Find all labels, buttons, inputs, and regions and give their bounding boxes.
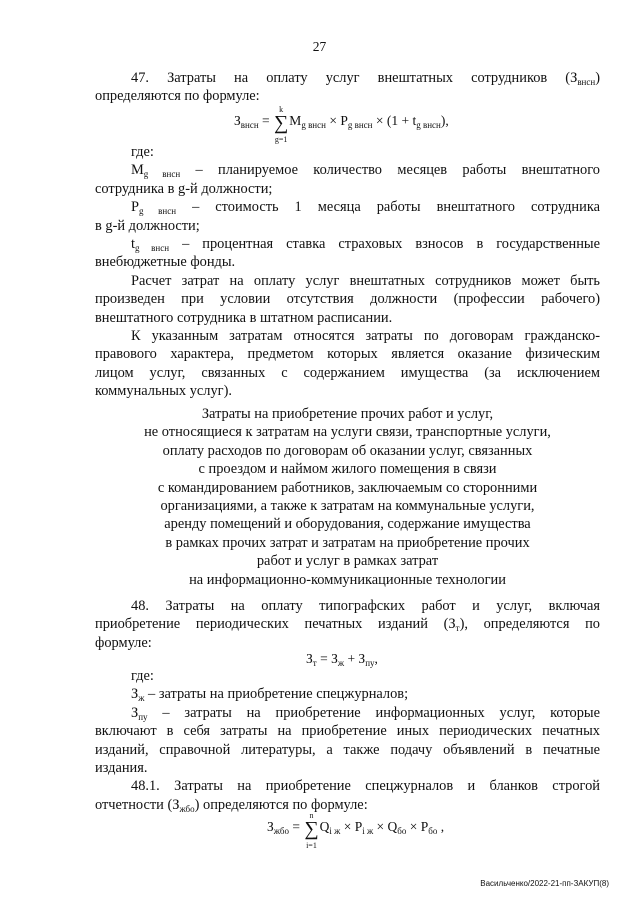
heading-line: организациями, а также к затратам на коммунальные услуги,: [160, 498, 535, 515]
p481-line2: отчетности $(З_{жбо})$ определяются по формуле:: [95, 796, 368, 814]
def-t-line1: $t_{g внсн}$ – процентная ставка страховых взносов в государственные: [131, 236, 600, 254]
sum-symbol: k ∑ g=1: [274, 105, 289, 144]
formula-vnsn: $З_{внсн}$ = k ∑ g=1 $M_{g внсн} \times P_{g внсн} \times (1 + t_{g внсн})$,: [234, 105, 449, 144]
def-t-line2: внебюджетные фонды.: [95, 254, 236, 271]
p48-line1: 48. Затраты на оплату типографских работ и услуг, включая: [131, 598, 600, 614]
p48-line2: приобретение периодических печатных изданий $(З_т)$, определяются по: [95, 616, 600, 634]
heading-line: аренду помещений и оборудования, содержание имущества: [164, 516, 531, 533]
def-pu-line4: издания.: [95, 760, 148, 777]
contracts-line3: лицом услуг, связанных с содержанием имущества (за исключением: [95, 364, 600, 381]
p48-line3: формуле:: [95, 634, 152, 651]
def-pu-line1: $З_{пу}$ – затраты на приобретение информационных услуг, которые: [131, 704, 600, 722]
calc-line1: Расчет затрат на оплату услуг внештатных сотрудников может быть: [131, 272, 600, 289]
where-label: где:: [131, 144, 154, 160]
calc-line2: произведен при условии отсутствия должности (профессии рабочего): [95, 291, 600, 308]
contracts-line2: правового характера, предметом которых является оказание физическим: [95, 346, 600, 363]
p47-line2: определяются по формуле:: [95, 88, 260, 105]
contracts-line4: коммунальных услуг).: [95, 383, 232, 400]
heading-line: в рамках прочих затрат и затратам на приобретение прочих: [165, 534, 530, 551]
heading-line: не относящиеся к затратам на услуги связи, транспортные услуги,: [144, 424, 551, 441]
where-label: где:: [131, 668, 154, 684]
sum-symbol: n ∑ i=1: [304, 811, 319, 850]
definitions-48: [95, 667, 600, 814]
heading-line: с командированием работников, заключаемым со сторонними: [157, 479, 538, 496]
paragraph-48: [95, 597, 600, 652]
page-number: 27: [312, 39, 327, 54]
p481-line1: 48.1. Затраты на приобретение спецжурналов и бланков строгой: [131, 778, 600, 795]
p47-line1: 47. Затраты на оплату услуг внештатных сотрудников (З: [131, 70, 578, 86]
def-p-line1: $P_{g внсн}$ – стоимость 1 месяца работы внештатного сотрудника: [131, 199, 600, 217]
heading-line: работ и услуг в рамках затрат: [256, 553, 439, 570]
contracts-line1: К указанным затратам относятся затраты по договорам гражданско-: [131, 328, 600, 345]
heading-line: на информационно-коммуникационные технологии: [189, 571, 506, 588]
heading-line: оплату расходов по договорам об оказании услуг, связанных: [162, 442, 533, 459]
document-footer-code: Васильченко/2022-21-пп-ЗАКУП(8): [480, 879, 609, 888]
section-heading: [95, 405, 600, 589]
def-zh: $З_ж$ – затраты на приобретение спецжурналов;: [131, 686, 409, 704]
def-p-line2: в g-й должности;: [95, 217, 200, 234]
definitions-47: [95, 143, 600, 401]
def-pu-line3: изданий, справочной литературы, а также подачу объявлений в печатные: [95, 741, 600, 758]
heading-line: с проездом и наймом жилого помещения в связи: [198, 461, 497, 478]
heading-line: Затраты на приобретение прочих работ и услуг,: [201, 406, 494, 422]
formula-t: $З_т = З_ж + З_{пу}$,: [306, 651, 378, 668]
def-m-line2: сотрудника в g-й должности;: [95, 180, 273, 197]
def-m-line1: $M_{g внсн}$ – планируемое количество месяцев работы внештатного: [131, 162, 600, 180]
formula-zhbo: $З_{жбо}$ = n ∑ i=1 $Q_{i ж} \times P_{i ж} \times Q_{бо} \times P_{бо}$ ,: [267, 811, 445, 850]
calc-line3: внештатного сотрудника в штатном расписании.: [95, 309, 393, 326]
def-pu-line2: включают в себя затраты на приобретение иных периодических печатных: [95, 723, 600, 740]
paragraph-47: 47. Затраты на оплату услуг внештатных сотрудников $(З_{внсн})$ определяются по формуле:: [95, 70, 600, 105]
